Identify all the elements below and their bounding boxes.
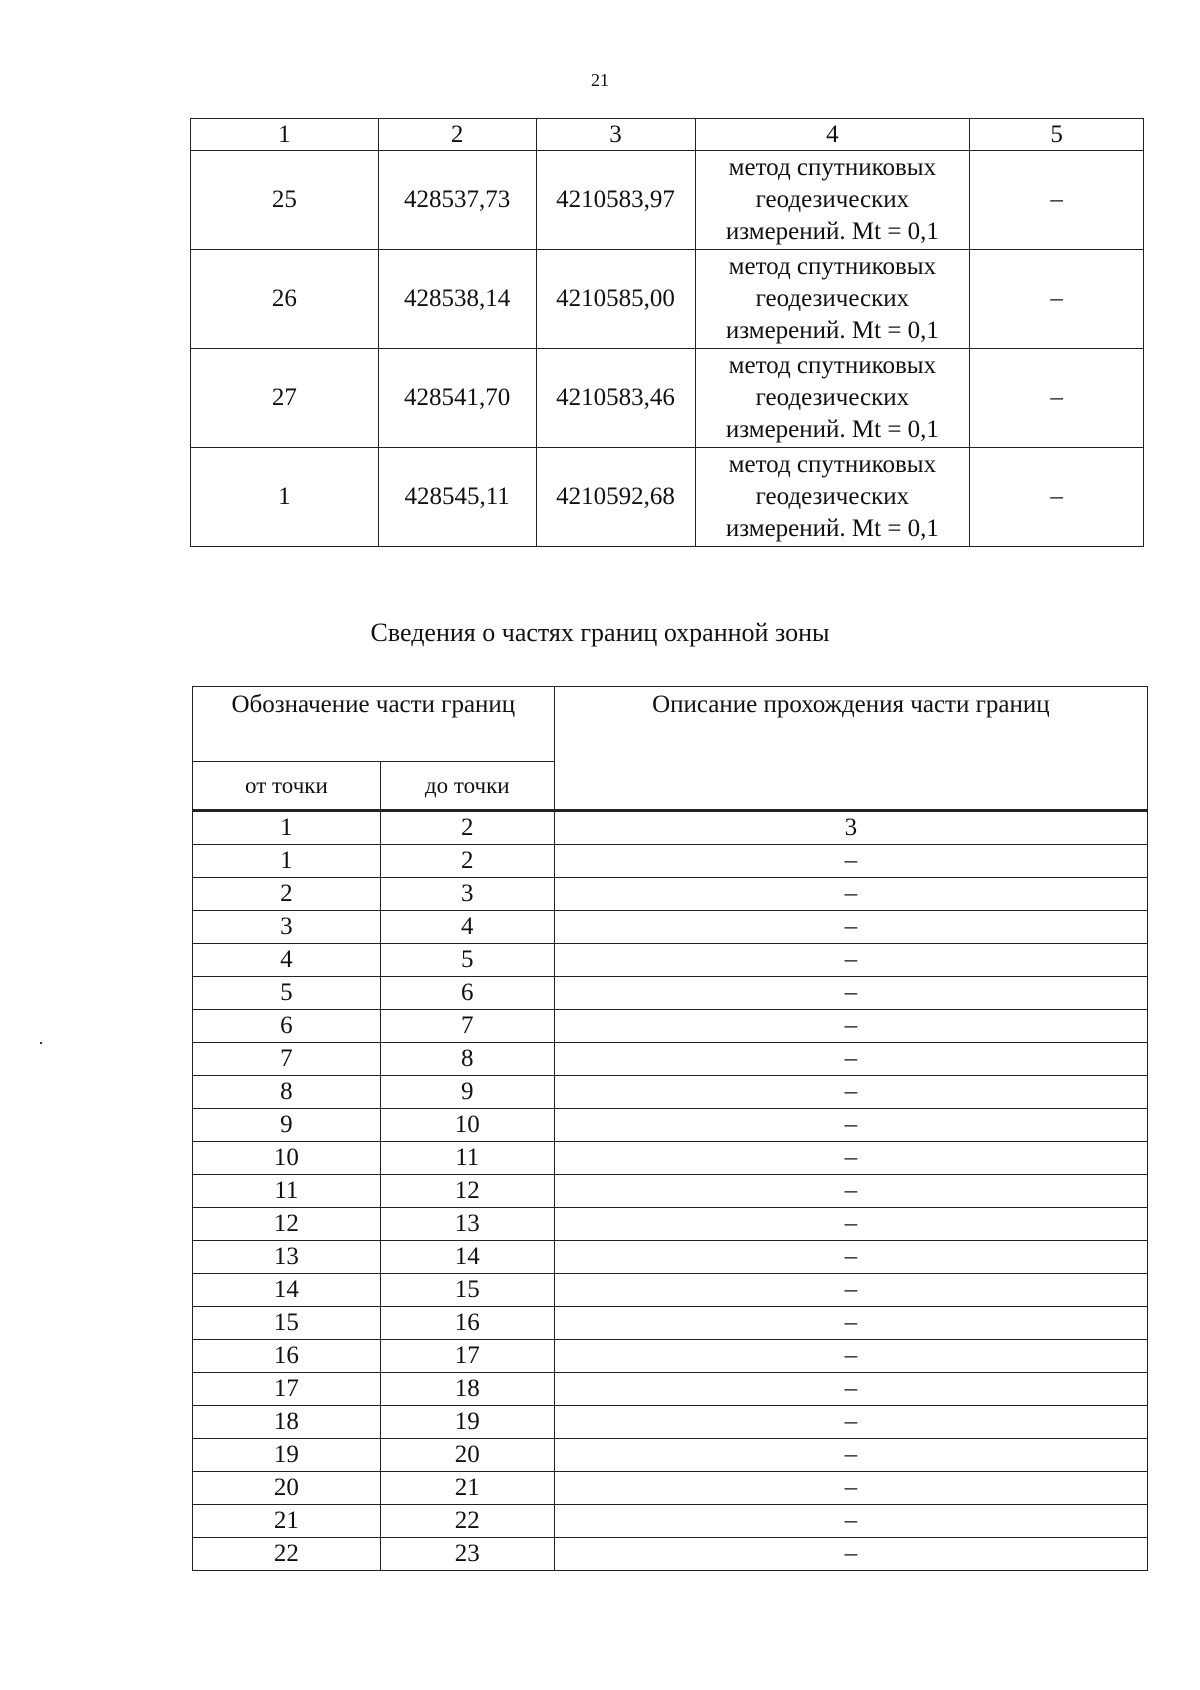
column-number-cell: 3: [554, 811, 1147, 845]
boundary-part-row: [193, 1340, 1148, 1373]
from-point-cell: 14: [193, 1274, 381, 1307]
description-cell: –: [554, 1439, 1147, 1472]
to-point-cell: 14: [380, 1241, 554, 1274]
column-number-cell: 1: [193, 811, 381, 845]
description-cell: –: [554, 977, 1147, 1010]
boundary-part-row: [193, 1175, 1148, 1208]
method-line: метод спутниковых: [728, 451, 937, 478]
coordinate-row: [191, 448, 1144, 547]
method-line: измерений. Mt = 0,1: [725, 515, 939, 542]
boundary-part-row: [193, 1010, 1148, 1043]
boundary-part-row: [193, 878, 1148, 911]
from-point-cell: 9: [193, 1109, 381, 1142]
boundary-part-row: [193, 1109, 1148, 1142]
to-point-cell: 15: [380, 1274, 554, 1307]
from-point-cell: 11: [193, 1175, 381, 1208]
point-number-cell: 1: [191, 448, 379, 547]
description-cell: –: [554, 1274, 1147, 1307]
to-point-cell: 9: [380, 1076, 554, 1109]
from-point-cell: 7: [193, 1043, 381, 1076]
description-cell: –: [554, 1010, 1147, 1043]
to-point-cell: 6: [380, 977, 554, 1010]
boundary-part-row: [193, 1208, 1148, 1241]
to-point-cell: 20: [380, 1439, 554, 1472]
boundary-part-row: [193, 1274, 1148, 1307]
coordinate-row: [191, 151, 1144, 250]
boundary-part-row: [193, 944, 1148, 977]
method-line: измерений. Mt = 0,1: [725, 218, 939, 245]
point-number-cell: 26: [191, 250, 379, 349]
from-point-cell: 17: [193, 1373, 381, 1406]
to-point-cell: 13: [380, 1208, 554, 1241]
scan-speck: [40, 1042, 42, 1044]
y-coordinate-cell: 4210585,00: [536, 250, 695, 349]
method-cell: [695, 448, 970, 547]
from-point-cell: 21: [193, 1505, 381, 1538]
description-cell: –: [554, 1538, 1147, 1571]
boundary-part-row: [193, 1307, 1148, 1340]
to-point-cell: 10: [380, 1109, 554, 1142]
column-number-cell: 3: [536, 119, 695, 151]
description-cell: –: [554, 878, 1147, 911]
from-point-cell: 13: [193, 1241, 381, 1274]
note-cell: –: [970, 250, 1144, 349]
method-line: геодезических: [755, 483, 910, 510]
y-coordinate-cell: 4210583,97: [536, 151, 695, 250]
x-coordinate-cell: 428538,14: [378, 250, 536, 349]
to-point-cell: 2: [380, 845, 554, 878]
boundary-part-row: [193, 977, 1148, 1010]
parts-header-row: [193, 687, 1148, 762]
method-cell: [695, 250, 970, 349]
method-line: метод спутниковых: [728, 352, 937, 379]
coordinate-row: [191, 349, 1144, 448]
coordinates-table: [190, 118, 1144, 547]
x-coordinate-cell: 428541,70: [378, 349, 536, 448]
method-line: геодезических: [755, 285, 910, 312]
boundary-part-row: [193, 1439, 1148, 1472]
boundary-part-row: [193, 1043, 1148, 1076]
from-point-cell: 4: [193, 944, 381, 977]
boundary-part-row: [193, 1373, 1148, 1406]
description-cell: –: [554, 1340, 1147, 1373]
column-number-cell: 4: [695, 119, 970, 151]
description-cell: –: [554, 911, 1147, 944]
y-coordinate-cell: 4210592,68: [536, 448, 695, 547]
from-point-cell: 19: [193, 1439, 381, 1472]
to-point-cell: 8: [380, 1043, 554, 1076]
to-point-cell: 11: [380, 1142, 554, 1175]
method-line: метод спутниковых: [728, 154, 937, 181]
column-number-cell: 2: [380, 811, 554, 845]
point-number-cell: 27: [191, 349, 379, 448]
boundary-part-row: [193, 911, 1148, 944]
designation-header: Обозначение части границ: [193, 687, 555, 762]
from-point-cell: 2: [193, 878, 381, 911]
method-cell: [695, 349, 970, 448]
from-point-cell: 3: [193, 911, 381, 944]
parts-column-numbers-row: [193, 811, 1148, 845]
coordinate-row: [191, 250, 1144, 349]
boundary-part-row: [193, 1472, 1148, 1505]
from-point-cell: 6: [193, 1010, 381, 1043]
boundary-part-row: [193, 1241, 1148, 1274]
boundary-part-row: [193, 1538, 1148, 1571]
description-cell: –: [554, 1373, 1147, 1406]
to-point-cell: 21: [380, 1472, 554, 1505]
to-point-cell: 5: [380, 944, 554, 977]
boundary-part-row: [193, 1406, 1148, 1439]
from-point-cell: 12: [193, 1208, 381, 1241]
section-title: Сведения о частях границ охранной зоны: [370, 618, 830, 647]
method-line: измерений. Mt = 0,1: [725, 317, 939, 344]
from-point-cell: 15: [193, 1307, 381, 1340]
to-point-header: до точки: [380, 762, 554, 811]
to-point-cell: 17: [380, 1340, 554, 1373]
boundary-part-row: [193, 845, 1148, 878]
boundary-part-row: [193, 1076, 1148, 1109]
coordinates-header-row: [191, 119, 1144, 151]
boundary-part-row: [193, 1142, 1148, 1175]
from-point-header: от точки: [193, 762, 381, 811]
to-point-cell: 23: [380, 1538, 554, 1571]
method-line: геодезических: [755, 186, 910, 213]
to-point-cell: 7: [380, 1010, 554, 1043]
note-cell: –: [970, 349, 1144, 448]
x-coordinate-cell: 428537,73: [378, 151, 536, 250]
method-cell: [695, 151, 970, 250]
from-point-cell: 16: [193, 1340, 381, 1373]
note-cell: –: [970, 448, 1144, 547]
page-number: 21: [591, 70, 609, 90]
description-cell: –: [554, 1109, 1147, 1142]
from-point-cell: 1: [193, 845, 381, 878]
from-point-cell: 5: [193, 977, 381, 1010]
point-number-cell: 25: [191, 151, 379, 250]
method-line: геодезических: [755, 384, 910, 411]
from-point-cell: 22: [193, 1538, 381, 1571]
boundary-parts-table: [192, 686, 1148, 1571]
method-line: измерений. Mt = 0,1: [725, 416, 939, 443]
description-header: Описание прохождения части границ: [554, 687, 1147, 811]
to-point-cell: 22: [380, 1505, 554, 1538]
x-coordinate-cell: 428545,11: [378, 448, 536, 547]
to-point-cell: 19: [380, 1406, 554, 1439]
description-cell: –: [554, 1307, 1147, 1340]
from-point-cell: 20: [193, 1472, 381, 1505]
from-point-cell: 10: [193, 1142, 381, 1175]
note-cell: –: [970, 151, 1144, 250]
to-point-cell: 3: [380, 878, 554, 911]
description-cell: –: [554, 1175, 1147, 1208]
column-number-cell: 2: [378, 119, 536, 151]
description-cell: –: [554, 1208, 1147, 1241]
to-point-cell: 12: [380, 1175, 554, 1208]
to-point-cell: 18: [380, 1373, 554, 1406]
description-cell: –: [554, 845, 1147, 878]
from-point-cell: 8: [193, 1076, 381, 1109]
boundary-part-row: [193, 1505, 1148, 1538]
method-line: метод спутниковых: [728, 253, 937, 280]
description-cell: –: [554, 944, 1147, 977]
description-cell: –: [554, 1142, 1147, 1175]
description-cell: –: [554, 1406, 1147, 1439]
description-cell: –: [554, 1472, 1147, 1505]
from-point-cell: 18: [193, 1406, 381, 1439]
column-number-cell: 5: [970, 119, 1144, 151]
to-point-cell: 4: [380, 911, 554, 944]
description-cell: –: [554, 1241, 1147, 1274]
description-cell: –: [554, 1043, 1147, 1076]
description-cell: –: [554, 1076, 1147, 1109]
y-coordinate-cell: 4210583,46: [536, 349, 695, 448]
description-cell: –: [554, 1505, 1147, 1538]
column-number-cell: 1: [191, 119, 379, 151]
to-point-cell: 16: [380, 1307, 554, 1340]
